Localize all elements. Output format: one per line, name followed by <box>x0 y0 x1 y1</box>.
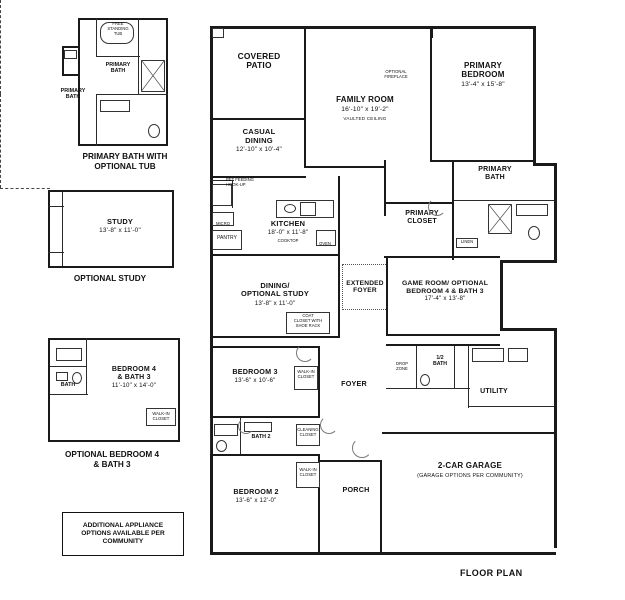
room-bedroom-4-bath-3-dim: 11'-10" x 14'-0" <box>111 381 157 389</box>
shower-fixture-mark <box>141 60 165 92</box>
wall-exterior-right-top <box>533 26 536 166</box>
walk-in-closet-bed3-label: WALK-IN CLOSET <box>297 369 315 379</box>
room-kitchen-dim: 18'-0" x 11'-8" <box>267 229 309 237</box>
caption-optional-bedroom-4-bath-3: OPTIONAL BEDROOM 4 & BATH 3 <box>64 450 159 469</box>
room-two-car-garage-name: 2-CAR GARAGE <box>437 461 503 470</box>
room-dining-optional-study-name: DINING/ OPTIONAL STUDY <box>241 281 309 299</box>
wall <box>48 364 50 442</box>
room-bedroom-4-bath-3 <box>92 366 176 390</box>
wall <box>78 144 168 146</box>
wall <box>384 256 500 258</box>
free-standing-tub-label: FREE STANDING TUB <box>107 21 129 36</box>
wall <box>48 440 180 442</box>
wall <box>386 344 500 346</box>
room-study-name: STUDY <box>106 217 134 226</box>
wall <box>210 336 340 338</box>
room-casual-dining <box>212 128 306 154</box>
room-porch <box>332 486 380 494</box>
wall <box>48 338 180 340</box>
cleaning-closet-label: CLEANING CLOSET <box>297 427 319 437</box>
room-family-room-note: VAULTED CEILING <box>343 115 387 121</box>
room-utility-name: UTILITY <box>480 388 508 395</box>
room-two-car-garage <box>390 462 550 480</box>
shower-fixture-mark <box>488 204 512 234</box>
page-title: FLOOR PLAN <box>460 568 523 578</box>
wall <box>210 118 306 120</box>
room-utility <box>468 388 520 396</box>
room-primary-bedroom <box>434 62 532 89</box>
room-kitchen-name: KITCHEN <box>270 219 306 228</box>
oven-label: OVEN <box>319 241 331 246</box>
wall <box>50 394 88 395</box>
bath-label: BATH <box>60 382 76 388</box>
wall <box>78 18 80 48</box>
wall <box>178 338 180 442</box>
optional-fireplace-label: OPTIONAL FIREPLACE <box>384 69 408 79</box>
wall <box>318 346 320 418</box>
room-bedroom-3 <box>214 368 296 385</box>
toilet-fixture <box>148 124 160 138</box>
wall <box>210 418 211 456</box>
room-bedroom-2-name: BEDROOM 2 <box>233 487 279 496</box>
room-covered-patio <box>214 52 304 71</box>
pet-feeding-hook-label: PET FEEDING HOOK-UP <box>226 177 254 187</box>
wall <box>62 192 63 266</box>
wall <box>386 388 470 389</box>
room-extended-foyer <box>342 280 388 295</box>
room-porch-name: PORCH <box>342 485 370 494</box>
primary-bath-label: PRIMARY BATH <box>105 62 131 75</box>
door-arc <box>238 418 254 434</box>
tub-fixture <box>56 348 82 361</box>
wall <box>172 190 174 268</box>
room-casual-dining-name: CASUAL DINING <box>242 127 276 145</box>
room-covered-patio-name: COVERED PATIO <box>237 51 281 71</box>
half-bath-label: 1/2 BATH <box>432 355 448 367</box>
wall <box>96 94 97 146</box>
room-two-car-garage-dim: (GARAGE OPTIONS PER COMMUNITY) <box>417 472 523 479</box>
toilet-fixture <box>420 374 430 386</box>
drop-zone-label: DROP ZONE <box>395 361 409 371</box>
wall <box>48 338 50 366</box>
vanity-fixture <box>516 204 548 216</box>
wall <box>338 256 340 338</box>
room-bedroom-2-dim: 13'-6" x 12'-0" <box>235 497 277 505</box>
washer-dryer <box>472 348 504 362</box>
wall <box>48 206 64 207</box>
wall <box>62 46 80 48</box>
wall <box>430 160 534 162</box>
wall <box>338 176 340 256</box>
wall <box>138 18 139 56</box>
room-game-room-optional-bedroom-4 <box>388 280 502 303</box>
wall <box>430 26 536 29</box>
room-dining-optional-study <box>212 282 338 308</box>
walk-in-closet-bed2-label: WALK-IN CLOSET <box>299 467 317 477</box>
cooktop-label: COOKTOP <box>277 238 299 243</box>
optional-fireplace-dash <box>0 188 50 189</box>
wall <box>430 36 432 162</box>
wall <box>96 56 140 57</box>
door-arc <box>320 416 338 434</box>
door-arc <box>296 344 314 362</box>
tub-fixture <box>214 424 238 436</box>
micro-label: MICRO <box>216 221 230 226</box>
vanity-fixture <box>56 372 68 381</box>
room-dining-optional-study-dim: 13'-8" x 11'-0" <box>254 299 296 307</box>
wall <box>138 56 139 94</box>
wall <box>416 346 417 388</box>
wall <box>554 163 557 263</box>
room-kitchen <box>248 220 328 237</box>
wall <box>454 200 554 201</box>
wall <box>210 454 320 456</box>
door-arc <box>352 438 372 458</box>
sink-fixture <box>284 204 296 213</box>
linen-label: LINEN <box>460 239 474 244</box>
room-extended-foyer-name: EXTENDED FOYER <box>346 280 384 295</box>
primary-bath-label-2: PRIMARY BATH <box>60 88 86 101</box>
bath-2-label: BATH 2 <box>251 434 271 440</box>
vanity-fixture <box>64 50 77 59</box>
wall-exterior-bottom <box>210 552 556 555</box>
room-bedroom-3-name: BEDROOM 3 <box>232 367 278 376</box>
walk-in-closet-label: WALK-IN CLOSET <box>152 411 170 421</box>
wall <box>210 254 340 256</box>
room-bedroom-4-bath-3-name: BEDROOM 4 & BATH 3 <box>111 366 157 381</box>
appliance-options-note <box>62 512 184 556</box>
room-family-room <box>306 96 424 123</box>
door-arc <box>428 198 446 216</box>
wall <box>96 18 97 56</box>
appliance-options-note-text: ADDITIONAL APPLIANCE OPTIONS AVAILABLE PER COMMUNITY <box>81 521 165 546</box>
wall <box>320 460 382 462</box>
room-family-room-dim: 16'-10" x 19'-2" <box>341 105 389 113</box>
coat-closet-label: COAT CLOSET WITH SHOE RACK <box>293 313 323 328</box>
wall-exterior-right-bottom <box>554 328 557 548</box>
wall <box>50 366 86 367</box>
toilet-fixture <box>528 226 540 240</box>
room-family-room-name: FAMILY ROOM <box>336 95 394 104</box>
room-bedroom-3-dim: 13'-6" x 10'-6" <box>234 377 276 385</box>
room-game-room-name: GAME ROOM/ OPTIONAL BEDROOM 4 & BATH 3 <box>401 280 489 295</box>
room-primary-closet <box>390 210 454 226</box>
wall-exterior-top <box>210 26 432 29</box>
room-primary-bedroom-name: PRIMARY BEDROOM <box>461 61 505 79</box>
toilet-fixture <box>216 440 227 452</box>
utility-sink <box>508 348 528 362</box>
wall <box>78 94 80 146</box>
pantry-label: PANTRY <box>217 235 237 241</box>
wall <box>382 432 556 434</box>
vanity-fixture <box>100 100 130 112</box>
room-game-room-dim: 17'-4" x 13'-8" <box>424 295 466 303</box>
room-primary-bedroom-dim: 13'-4" x 15'-8" <box>461 80 505 88</box>
wall <box>210 416 320 418</box>
wall <box>384 160 386 216</box>
wall <box>48 266 174 268</box>
room-foyer <box>330 380 378 388</box>
wall <box>380 460 382 552</box>
room-foyer-name: FOYER <box>341 379 367 388</box>
wall <box>62 74 80 76</box>
wall <box>454 346 455 388</box>
room-casual-dining-dim: 12'-10" x 10'-4" <box>235 146 283 153</box>
wall <box>96 94 168 95</box>
room-primary-closet-name: PRIMARY CLOSET <box>405 210 439 225</box>
room-bedroom-2 <box>214 488 298 505</box>
wall <box>78 18 168 20</box>
room-study-dim: 13'-8" x 11'-0" <box>99 227 141 235</box>
wall <box>48 190 50 268</box>
caption-optional-study: OPTIONAL STUDY <box>73 274 147 283</box>
caption-primary-bath-optional-tub: PRIMARY BATH WITH OPTIONAL TUB <box>82 152 168 171</box>
wall <box>48 252 64 253</box>
wall <box>86 338 87 394</box>
room-study <box>70 218 170 235</box>
wall <box>386 334 500 336</box>
wall <box>306 166 386 168</box>
cooktop-appliance <box>300 202 316 216</box>
column <box>212 28 224 38</box>
room-primary-bath-name: PRIMARY BATH <box>478 166 512 181</box>
wall <box>468 346 469 408</box>
wall <box>166 18 168 146</box>
wall <box>468 406 554 407</box>
wall <box>48 190 174 192</box>
room-primary-bath <box>460 166 530 182</box>
wall <box>500 328 556 331</box>
wall <box>500 260 557 263</box>
